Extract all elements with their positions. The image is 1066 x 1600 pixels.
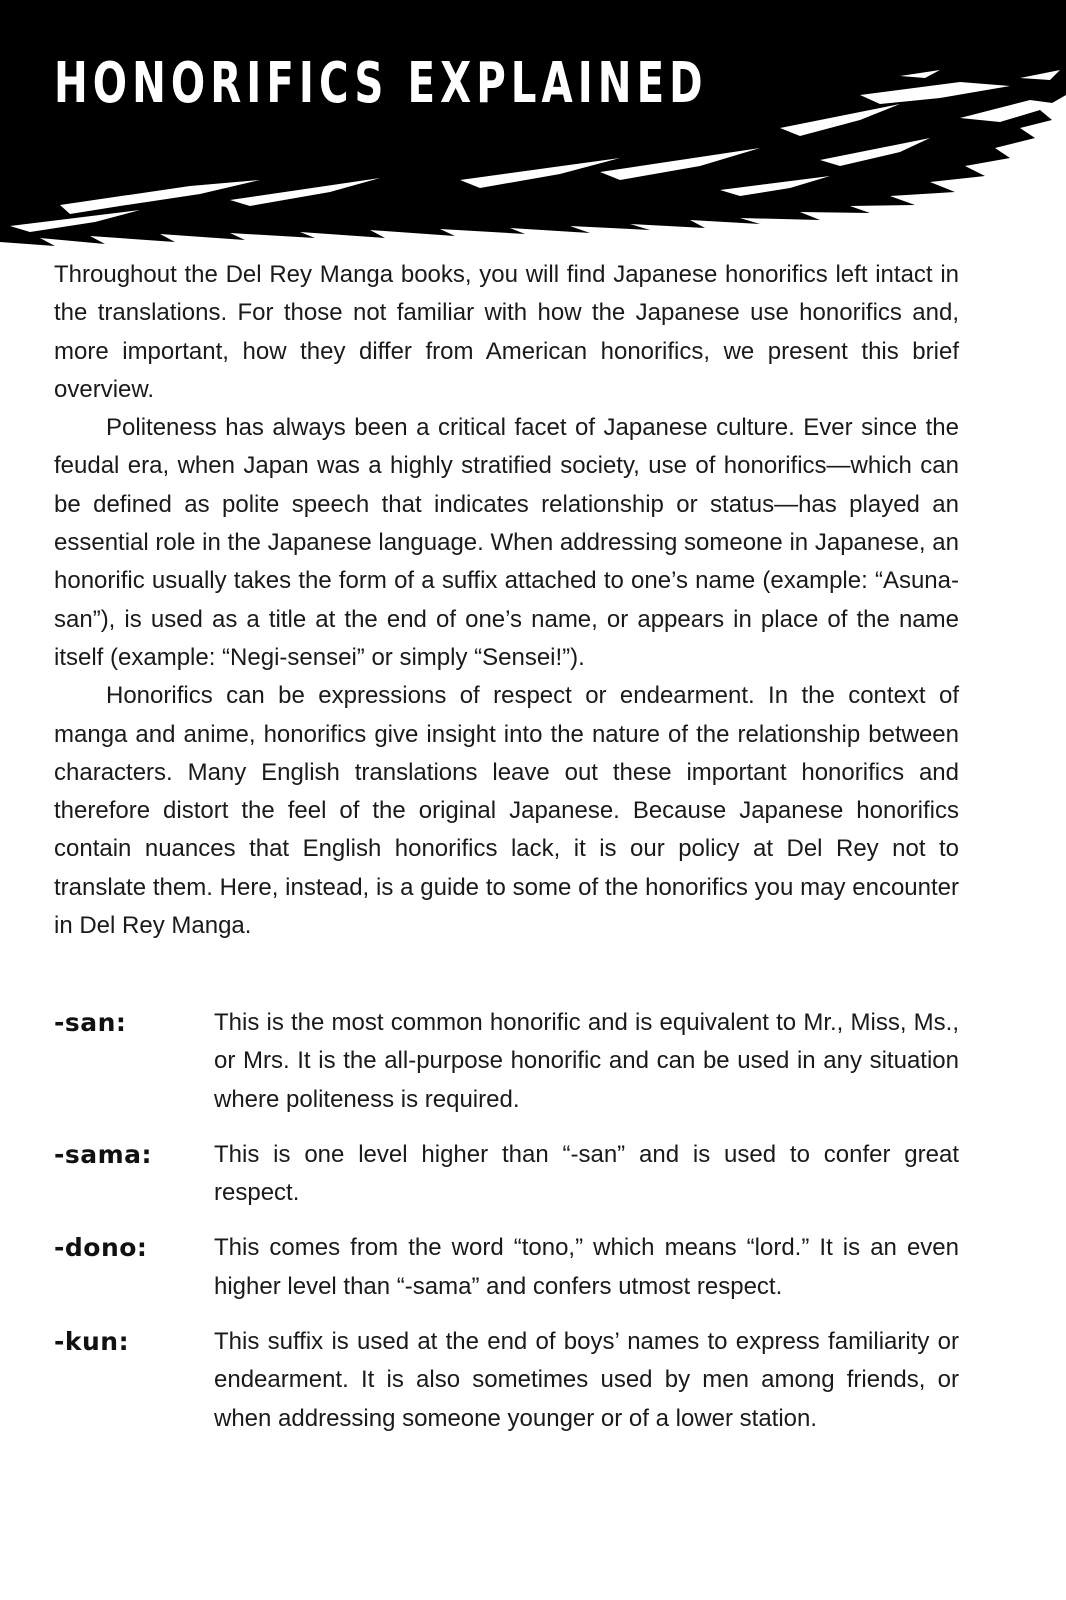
glossary-entry [54,1136,959,1213]
honorifics-glossary [54,1004,959,1438]
glossary-term: -kun: [54,1327,130,1357]
glossary-term: -sama: [54,1139,153,1169]
glossary-definition: This suffix is used at the end of boys’ names to express familiarity or endearment. It is also sometimes used by men among friends, or when addressing someone younger or of a lower station. [214,1328,959,1432]
intro-paragraph: Honorifics can be expressions of respect or endearment. In the context of manga and anime, honorifics give insight into the nature of the relationship between characters. Many English translations leave out these important honorifics and therefore distort the feel of the original Japanese. Because Japanese honorifics contain nuances that English honorifics lack, it is our policy at Del Rey not to translate them. Here, instead, is a guide to some of the honorifics you may encounter in Del Rey Manga. [54,682,959,940]
glossary-entry [54,1323,959,1438]
glossary-entry [54,1229,959,1306]
glossary-definition: This comes from the word “tono,” which means “lord.” It is an even higher level than “-sama” and confers utmost respect. [214,1234,959,1300]
glossary-term: -san: [54,1008,127,1037]
glossary-term: -dono: [54,1233,148,1263]
glossary-entry [54,1004,959,1119]
glossary-definition: This is one level higher than “-san” and is used to confer great respect. [214,1140,959,1207]
intro-text [54,256,959,945]
intro-paragraph: Throughout the Del Rey Manga books, you will find Japanese honorifics left intact in the translations. For those not familiar with how the Japanese use honorifics and, more important, how they differ from American honorifics, we present this brief overview. [54,261,959,403]
brush-header-banner [0,0,1066,250]
glossary-definition: This is the most common honorific and is equivalent to Mr., Miss, Ms., or Mrs. It is the all-purpose honorific and can be used in any situation where politeness is required. [214,1009,959,1113]
intro-paragraph: Politeness has always been a critical facet of Japanese culture. Ever since the feudal era, when Japan was a highly stratified society, use of honorifics—which can be defined as polite speech that indicates relationship or status—has played an essential role in the Japanese language. When addressing someone in Japanese, an honorific usually takes the form of a suffix attached to one’s name (example: “Asuna-san”), is used as a title at the end of one’s name, or appears in place of the name itself (example: “Negi-sensei” or simply “Sensei!”). [54,414,959,671]
brush-stroke-graphic [0,0,1066,250]
page-title: HONORIFICS EXPLAINED [54,51,708,116]
